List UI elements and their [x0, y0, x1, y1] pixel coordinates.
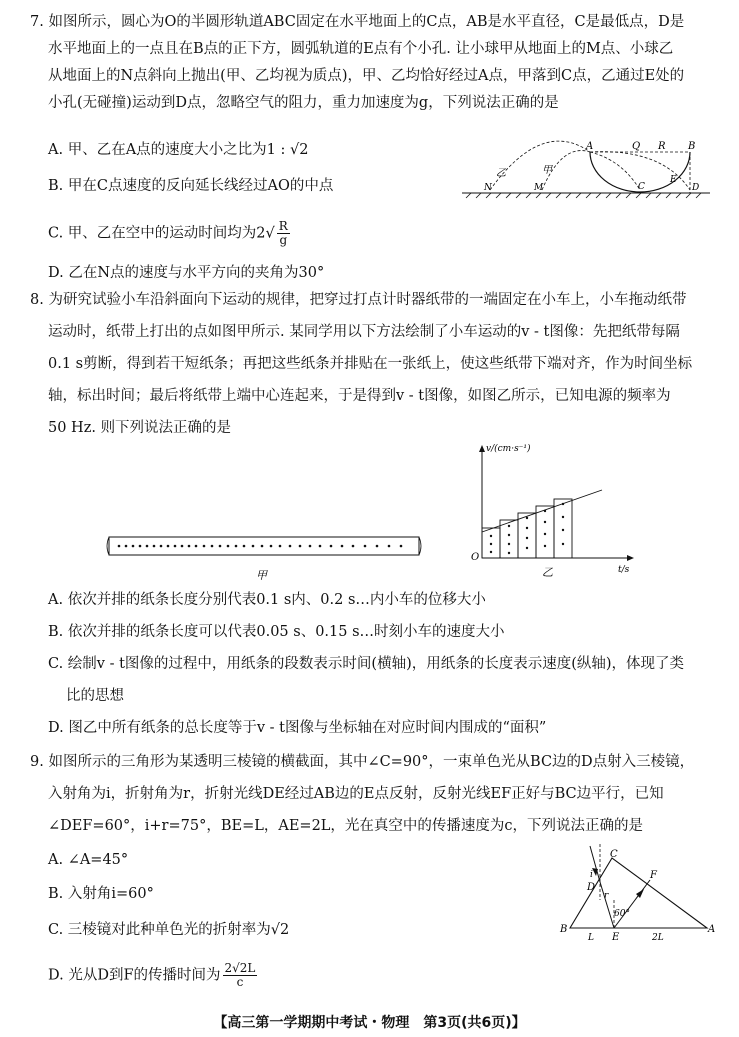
fig8-label-yi: 乙	[542, 566, 553, 579]
q9-option-d-text: D. 光从D到F的传播时间为	[48, 967, 221, 984]
fig8-label-origin: O	[471, 552, 480, 563]
q8-option-d: D. 图乙中所有纸条的总长度等于v - t图像与坐标轴在对应时间内围成的“面积”	[48, 720, 547, 736]
q7-line-2: 水平地面上的一点且在B点的正下方，圆弧轨道的E点有个小孔. 让小球甲从地面上的M点、小球乙	[48, 41, 674, 57]
fig7-label-m: M	[534, 183, 544, 193]
fraction-denominator: c	[236, 975, 244, 989]
q9-figure	[552, 842, 722, 942]
fig9-label-e: E	[612, 932, 620, 943]
q9-option-b: B. 入射角i=60°	[48, 886, 154, 902]
fig7-label-r: R	[658, 141, 666, 152]
fig9-label-c: C	[610, 849, 618, 860]
fig7-label-c: C	[638, 182, 645, 192]
fig9-label-d: D	[587, 882, 596, 893]
fig7-label-yi: 乙	[496, 168, 506, 179]
q7-line-4: 小孔(无碰撞)运动到D点，忽略空气的阻力，重力加速度为g，下列说法正确的是	[48, 95, 559, 111]
fraction-denominator: g	[279, 233, 288, 247]
fig7-label-b: B	[688, 141, 696, 152]
q7-option-c-text: C. 甲、乙在空中的运动时间均为2	[48, 225, 266, 242]
q7-figure	[462, 138, 712, 208]
q8-line-1: 8. 为研究试验小车沿斜面向下运动的规律，把穿过打点计时器纸带的一端固定在小车上，小车拖动纸带	[30, 292, 687, 308]
fig9-label-r: r	[604, 891, 609, 901]
q9-option-c: C. 三棱镜对此种单色光的折射率为√2	[48, 922, 290, 938]
q8-option-c-line-1: C. 绘制v - t图像的过程中，用纸条的段数表示时间(横轴)，用纸条的长度表示速度(纵轴)，体现了类	[48, 656, 685, 672]
q8-line-4: 轴，标出时间；最后将纸带上端中心连起来，于是得到v - t图像，如图乙所示，已知电源的频率为	[48, 388, 671, 404]
q8-line-3: 0.1 s剪断，得到若干短纸条；再把这些纸条并排贴在一张纸上，使这些纸带下端对齐，作为时间坐标	[48, 356, 693, 372]
q9-option-d-fraction	[223, 962, 258, 989]
fig8-label-xaxis: t/s	[618, 565, 630, 575]
q7-option-c-fraction	[277, 220, 290, 247]
fraction-numerator: R	[278, 219, 288, 233]
q7-option-d: D. 乙在N点的速度与水平方向的夹角为30°	[48, 265, 325, 281]
fig9-label-2l: 2L	[652, 933, 664, 943]
fig9-label-i: i	[590, 870, 593, 880]
q7-line-3: 从地面上的N点斜向上抛出(甲、乙均视为质点)，甲、乙均恰好经过A点，甲落到C点，乙通过E处的	[48, 68, 685, 84]
fig8-label-yaxis: v/(cm·s⁻¹)	[486, 444, 531, 454]
q8-option-b: B. 依次并排的纸条长度可以代表0.05 s、0.15 s…时刻小车的速度大小	[48, 624, 505, 640]
fig7-label-e: E	[670, 175, 677, 185]
fig7-label-d: D	[692, 183, 700, 193]
q7-option-a: A. 甲、乙在A点的速度大小之比为1 : √2	[48, 142, 309, 158]
fig8-label-jia: 甲	[256, 569, 267, 582]
q7-option-b: B. 甲在C点速度的反向延长线经过AO的中点	[48, 178, 334, 194]
fig7-label-q: Q	[632, 141, 641, 152]
q8-line-2: 运动时，纸带上打出的点如图甲所示. 某同学用以下方法绘制了小车运动的v - t图像：先把纸带每隔	[48, 324, 680, 340]
q9-line-1: 9. 如图所示的三角形为某透明三棱镜的横截面，其中∠C=90°，一束单色光从BC边的D点射入三棱镜，	[30, 754, 695, 770]
q9-line-3: ∠DEF=60°，i+r=75°，BE=L，AE=2L，光在真空中的传播速度为c，下列说法正确的是	[48, 818, 644, 834]
q7-option-c	[48, 220, 292, 247]
sqrt-sign: √	[265, 225, 275, 242]
fig7-label-jia: 甲	[542, 165, 552, 176]
q9-option-d	[48, 962, 259, 989]
q8-figure-yi	[462, 440, 662, 580]
fraction-numerator: 2√2L	[224, 961, 256, 975]
fig9-label-b: B	[560, 924, 568, 935]
fig9-label-l: L	[588, 933, 594, 943]
q8-option-a: A. 依次并排的纸条长度分别代表0.1 s内、0.2 s…内小车的位移大小	[48, 592, 486, 608]
page-footer: 【高三第一学期期中考试・物理 第3页(共6页)】	[213, 1015, 526, 1031]
q8-figure-jia	[104, 532, 424, 587]
fig9-label-f: F	[650, 870, 657, 881]
q9-line-2: 入射角为i，折射角为r，折射光线DE经过AB边的E点反射，反射光线EF正好与BC边平行，已知	[48, 786, 664, 802]
q8-line-5: 50 Hz. 则下列说法正确的是	[48, 420, 232, 436]
fig7-label-n: N	[484, 183, 492, 193]
q8-option-c-line-2: 比的思想	[66, 688, 124, 704]
q9-option-a: A. ∠A=45°	[48, 852, 129, 868]
fig9-label-a: A	[708, 924, 716, 935]
fig9-label-angle: 60°	[614, 909, 630, 919]
fig7-label-a: A	[586, 141, 594, 152]
q7-line-1: 7. 如图所示，圆心为O的半圆形轨道ABC固定在水平地面上的C点，AB是水平直径，C是最低点，D是	[30, 14, 685, 30]
